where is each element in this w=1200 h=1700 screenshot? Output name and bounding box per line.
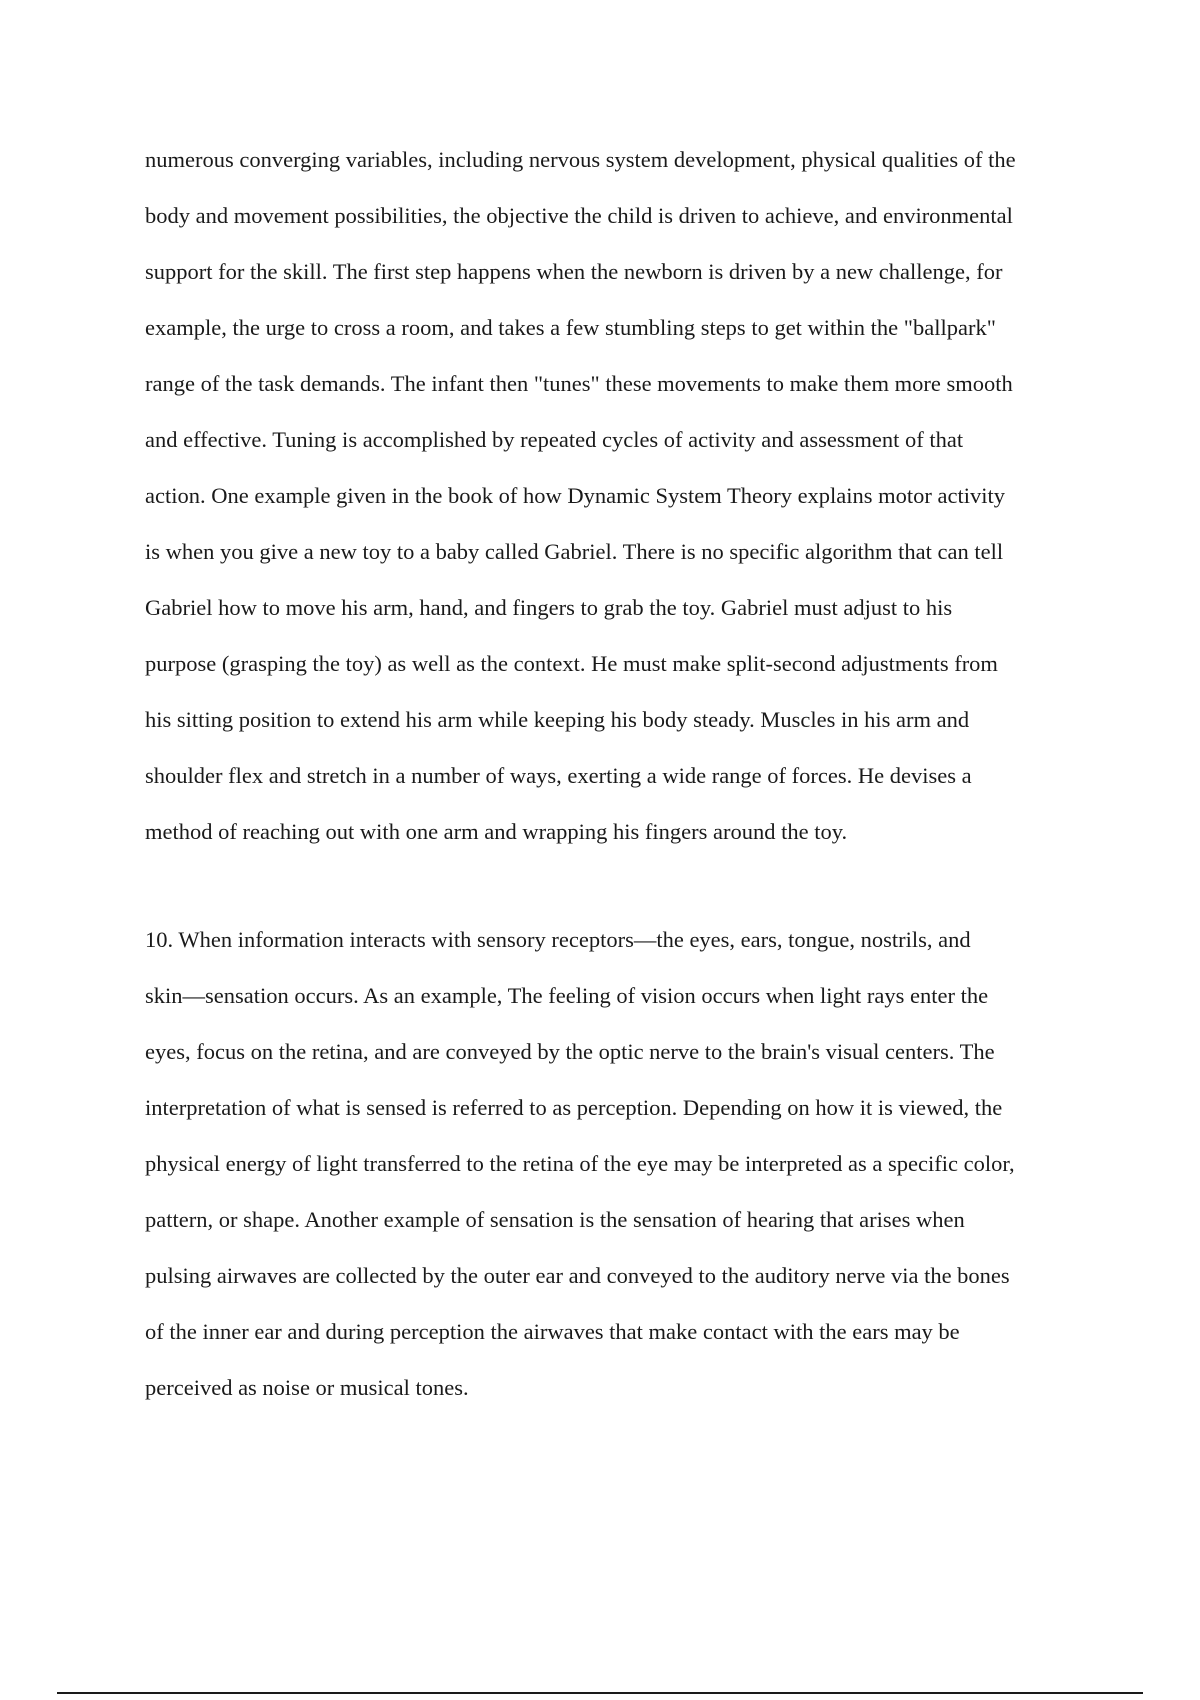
text-line: pattern, or shape. Another example of sensation is the sensation of hearing that arises when: [145, 1207, 965, 1232]
text-line: support for the skill. The first step happens when the newborn is driven by a new challenge, for: [145, 259, 1003, 284]
text-line: action. One example given in the book of how Dynamic System Theory explains motor activity: [145, 483, 1006, 508]
text-line: interpretation of what is sensed is referred to as perception. Depending on how it is viewed, the: [145, 1095, 1003, 1120]
text-line: body and movement possibilities, the objective the child is driven to achieve, and environmental: [145, 203, 1013, 228]
paragraph-sensation-perception: [145, 912, 1085, 1416]
text-line: purpose (grasping the toy) as well as the context. He must make split-second adjustments from: [145, 651, 998, 676]
text-line: perceived as noise or musical tones.: [145, 1375, 469, 1400]
paragraph-dynamic-systems: [145, 132, 1085, 860]
text-line: skin—sensation occurs. As an example, The feeling of vision occurs when light rays enter the: [145, 983, 989, 1008]
text-line: range of the task demands. The infant then "tunes" these movements to make them more smooth: [145, 371, 1013, 396]
page-bottom-rule: [57, 1692, 1143, 1694]
text-line: pulsing airwaves are collected by the outer ear and conveyed to the auditory nerve via the bones: [145, 1263, 1010, 1288]
text-line: physical energy of light transferred to the retina of the eye may be interpreted as a specific color,: [145, 1151, 1015, 1176]
text-line: 10. When information interacts with sensory receptors—the eyes, ears, tongue, nostrils, and: [145, 927, 971, 952]
text-line: of the inner ear and during perception the airwaves that make contact with the ears may be: [145, 1319, 960, 1344]
text-line: is when you give a new toy to a baby called Gabriel. There is no specific algorithm that can tell: [145, 539, 1004, 564]
text-line: example, the urge to cross a room, and takes a few stumbling steps to get within the "ballpark": [145, 315, 996, 340]
text-line: his sitting position to extend his arm while keeping his body steady. Muscles in his arm and: [145, 707, 970, 732]
text-line: and effective. Tuning is accomplished by repeated cycles of activity and assessment of that: [145, 427, 964, 452]
text-line: eyes, focus on the retina, and are conveyed by the optic nerve to the brain's visual centers. The: [145, 1039, 995, 1064]
text-line: shoulder flex and stretch in a number of ways, exerting a wide range of forces. He devises a: [145, 763, 972, 788]
text-line: Gabriel how to move his arm, hand, and fingers to grab the toy. Gabriel must adjust to his: [145, 595, 953, 620]
text-line: numerous converging variables, including nervous system development, physical qualities of the: [145, 147, 1016, 172]
text-line: method of reaching out with one arm and wrapping his fingers around the toy.: [145, 819, 848, 844]
